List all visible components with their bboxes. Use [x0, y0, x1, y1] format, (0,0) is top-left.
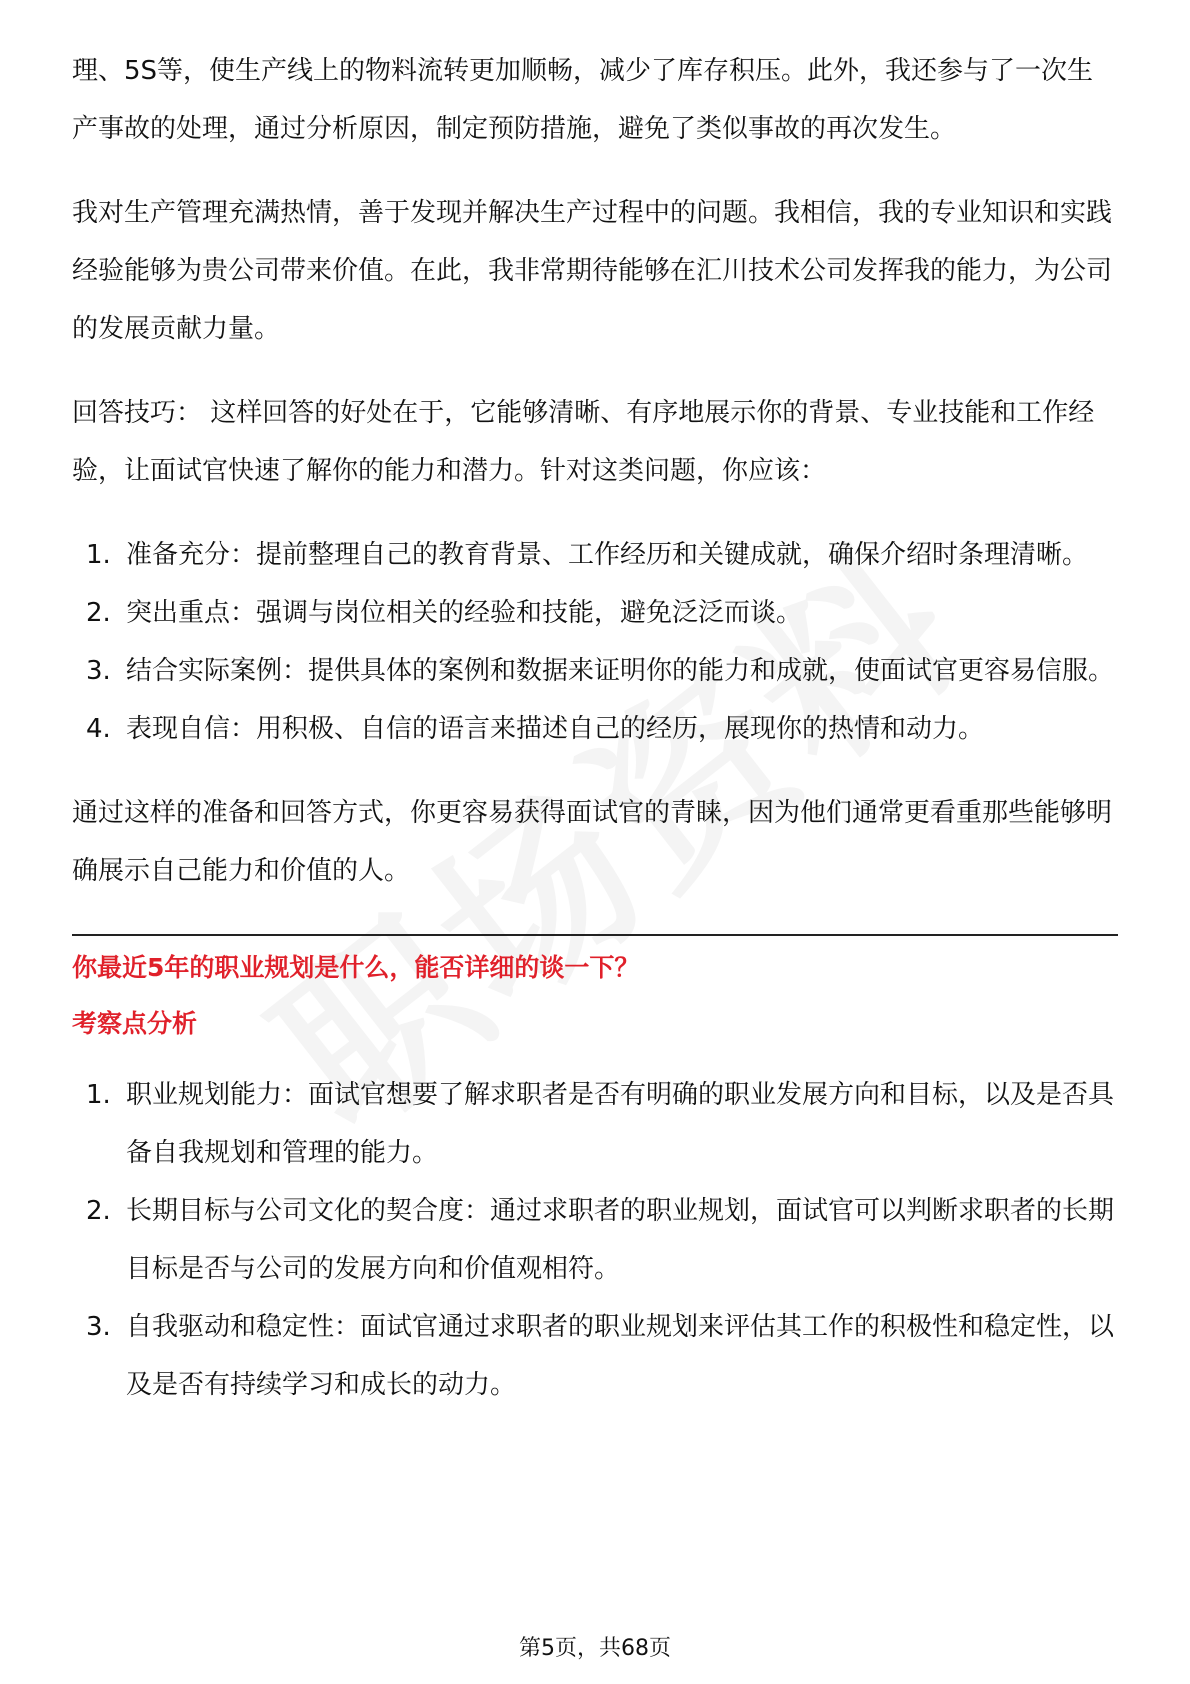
list-item	[72, 1182, 1118, 1298]
section-divider	[72, 934, 1118, 936]
list-item	[72, 526, 1118, 584]
list-item-number: 2.	[86, 1196, 111, 1226]
list-item-text: 长期目标与公司文化的契合度：通过求职者的职业规划，面试官可以判断求职者的长期目标是否与公司的发展方向和价值观相符。	[126, 1196, 1115, 1284]
paragraph-closing: 通过这样的准备和回答方式，你更容易获得面试官的青睐，因为他们通常更看重那些能够明确展示自己能力和价值的人。	[72, 798, 1113, 886]
list-item	[72, 642, 1118, 700]
list-item-text: 表现自信：用积极、自信的语言来描述自己的经历，展现你的热情和动力。	[126, 714, 985, 744]
list-item-number: 1.	[86, 1080, 111, 1110]
paragraph-experience: 理、5S等，使生产线上的物料流转更加顺畅，减少了库存积压。此外，我还参与了一次生产事故的处理，通过分析原因，制定预防措施，避免了类似事故的再次发生。	[72, 56, 1094, 144]
paragraph-motivation: 我对生产管理充满热情，善于发现并解决生产过程中的问题。我相信，我的专业知识和实践经验能够为贵公司带来价值。在此，我非常期待能够在汇川技术公司发挥我的能力，为公司的发展贡献力量。	[72, 198, 1113, 344]
list-item-number: 4.	[86, 714, 111, 744]
list-item-text: 突出重点：强调与岗位相关的经验和技能，避免泛泛而谈。	[126, 598, 803, 628]
page-number-footer: 第5页，共68页	[519, 1636, 671, 1661]
list-item	[72, 1298, 1118, 1414]
list-item-number: 2.	[86, 598, 111, 628]
list-item	[72, 584, 1118, 642]
list-item	[72, 700, 1118, 758]
analysis-heading: 考察点分析	[72, 1009, 198, 1038]
list-item-text: 职业规划能力：面试官想要了解求职者是否有明确的职业发展方向和目标，以及是否具备自我规划和管理的能力。	[126, 1080, 1115, 1168]
list-item-text: 自我驱动和稳定性：面试官通过求职者的职业规划来评估其工作的积极性和稳定性，以及是否有持续学习和成长的动力。	[126, 1312, 1115, 1400]
question-heading: 你最近5年的职业规划是什么，能否详细的谈一下？	[72, 953, 640, 982]
list-item-text: 结合实际案例：提供具体的案例和数据来证明你的能力和成就，使面试官更容易信服。	[126, 656, 1115, 686]
analysis-list	[72, 1066, 1118, 1414]
list-item-number: 1.	[86, 540, 111, 570]
list-item	[72, 1066, 1118, 1182]
page-content	[72, 42, 1118, 1414]
list-item-text: 准备充分：提前整理自己的教育背景、工作经历和关键成就，确保介绍时条理清晰。	[126, 540, 1089, 570]
list-item-number: 3.	[86, 656, 111, 686]
paragraph-answer-tips: 回答技巧： 这样回答的好处在于，它能够清晰、有序地展示你的背景、专业技能和工作经验，让面试官快速了解你的能力和潜力。针对这类问题，你应该：	[72, 398, 1095, 486]
list-item-number: 3.	[86, 1312, 111, 1342]
tips-list	[72, 526, 1118, 758]
